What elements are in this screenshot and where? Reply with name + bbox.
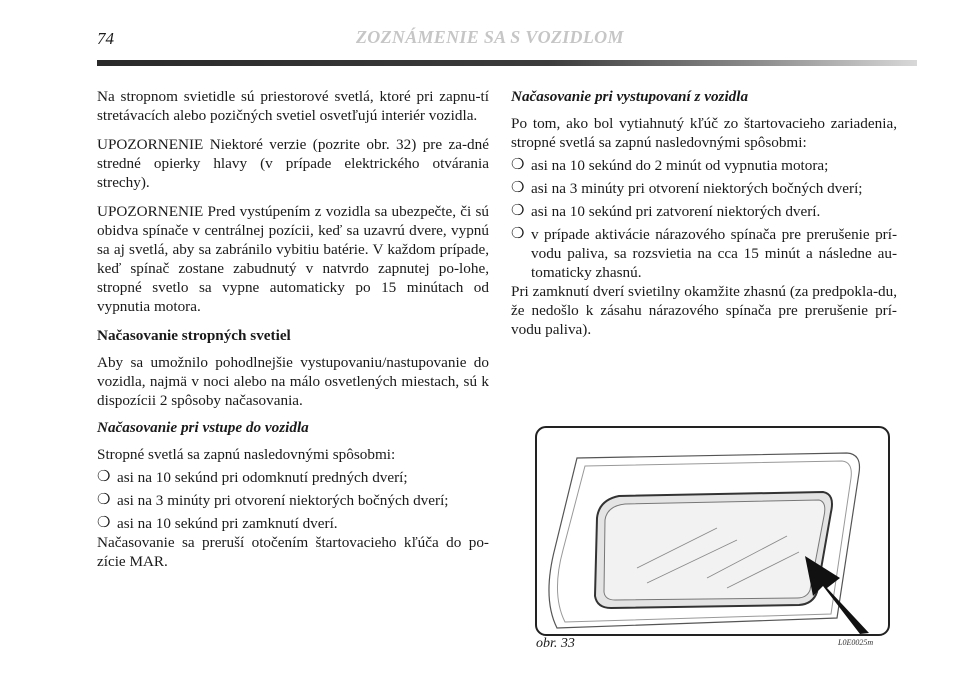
paragraph-interior-lights: Na stropnom svietidle sú priestorové svetlá, ktoré pri zapnu-tí stretávacích alebo pozičných svetiel osvetľujú interiér vozidla. [97, 88, 489, 124]
list-item: ❍ asi na 3 minúty pri otvorení niektorých bočných dverí; [97, 492, 449, 509]
bullet-circle-icon: ❍ [97, 492, 111, 508]
list-item: ❍ asi na 10 sekúnd pri zamknutí dverí. [97, 515, 338, 532]
header-rule [97, 60, 917, 66]
paragraph-timing-intro: Aby sa umožnilo pohodlnejšie vystupovaniu/nastupovanie do vozidla, najmä v noci alebo na málo osvetlených miestach, sú k dispozícii 2 spôsoby načasovania. [97, 354, 489, 409]
running-title: ZOZNÁMENIE SA S VOZIDLOM [356, 27, 624, 47]
paragraph-exit-intro: Po tom, ako bol vytiahnutý kľúč zo štartovacieho zariadenia, stropné svetlá sa zapnú nasledovnými spôsobmi: [511, 115, 897, 151]
paragraph-warning-headrests: UPOZORNENIE Niektoré verzie (pozrite obr. 32) pre za-dné stredné opierky hlavy (v prípade elektrického otvárania strechy). [97, 136, 489, 191]
bullet-circle-icon: ❍ [97, 469, 111, 485]
list-item: ❍ asi na 10 sekúnd pri odomknutí predných dverí; [97, 469, 408, 486]
list-item: ❍ asi na 10 sekúnd do 2 minút od vypnutia motora; [511, 157, 829, 174]
paragraph-entry-intro: Stropné svetlá sa zapnú nasledovnými spôsobmi: [97, 446, 396, 463]
paragraph-warning-switches: UPOZORNENIE Pred vystúpením z vozidla sa ubezpečte, či sú obidva spínače v centrálnej pozícii, keď sa uzavrú dvere, vypnú sa aj svetlá, aby sa zabránilo vybitiu batérie. V každom prípade, keď spínač zostane zabudnutý v natvrdo zapnutej po-lohe, stropné svetlo sa vypne automaticky po 15 minútach od vypnutia motora. [97, 203, 489, 315]
subheading-entry: Načasovanie pri vstupe do vozidla [97, 419, 309, 436]
left-column [97, 87, 489, 571]
section-heading: Načasovanie stropných svetiel [97, 327, 291, 344]
list-item: ❍ asi na 3 minúty pri otvorení niektorých bočných dverí; [511, 180, 863, 197]
figure-caption: obr. 33 [536, 636, 575, 651]
bullet-circle-icon: ❍ [511, 157, 525, 173]
ceiling-light-illustration [537, 428, 888, 634]
bullet-circle-icon: ❍ [97, 515, 111, 531]
right-column [511, 87, 897, 339]
page-header [0, 0, 960, 70]
figure-ceiling-light [535, 426, 890, 636]
figure-code: L0E0025m [838, 638, 874, 647]
subheading-exit: Načasovanie pri vystupovaní z vozidla [511, 88, 749, 105]
bullet-circle-icon: ❍ [511, 203, 525, 219]
list-item: ❍ asi na 10 sekúnd pri zatvorení niektorých dverí. [511, 203, 821, 220]
bullet-circle-icon: ❍ [511, 180, 525, 196]
paragraph-mar: Načasovanie sa preruší otočením štartovacieho kľúča do po-zície MAR. [97, 534, 489, 570]
bullet-circle-icon: ❍ [511, 226, 525, 242]
page-number: 74 [97, 29, 114, 48]
list-item: ❍ v prípade aktivácie nárazového spínača pre prerušenie prí-vodu paliva, sa rozsvietia na cca 15 minút a následne au-tomaticky zhasnú. [511, 226, 897, 281]
paragraph-door-lock: Pri zamknutí dverí svietilny okamžite zhasnú (za predpokla-du, že nedošlo k zásahu nárazového spínača pre prerušenie prí-vodu paliva). [511, 283, 897, 338]
